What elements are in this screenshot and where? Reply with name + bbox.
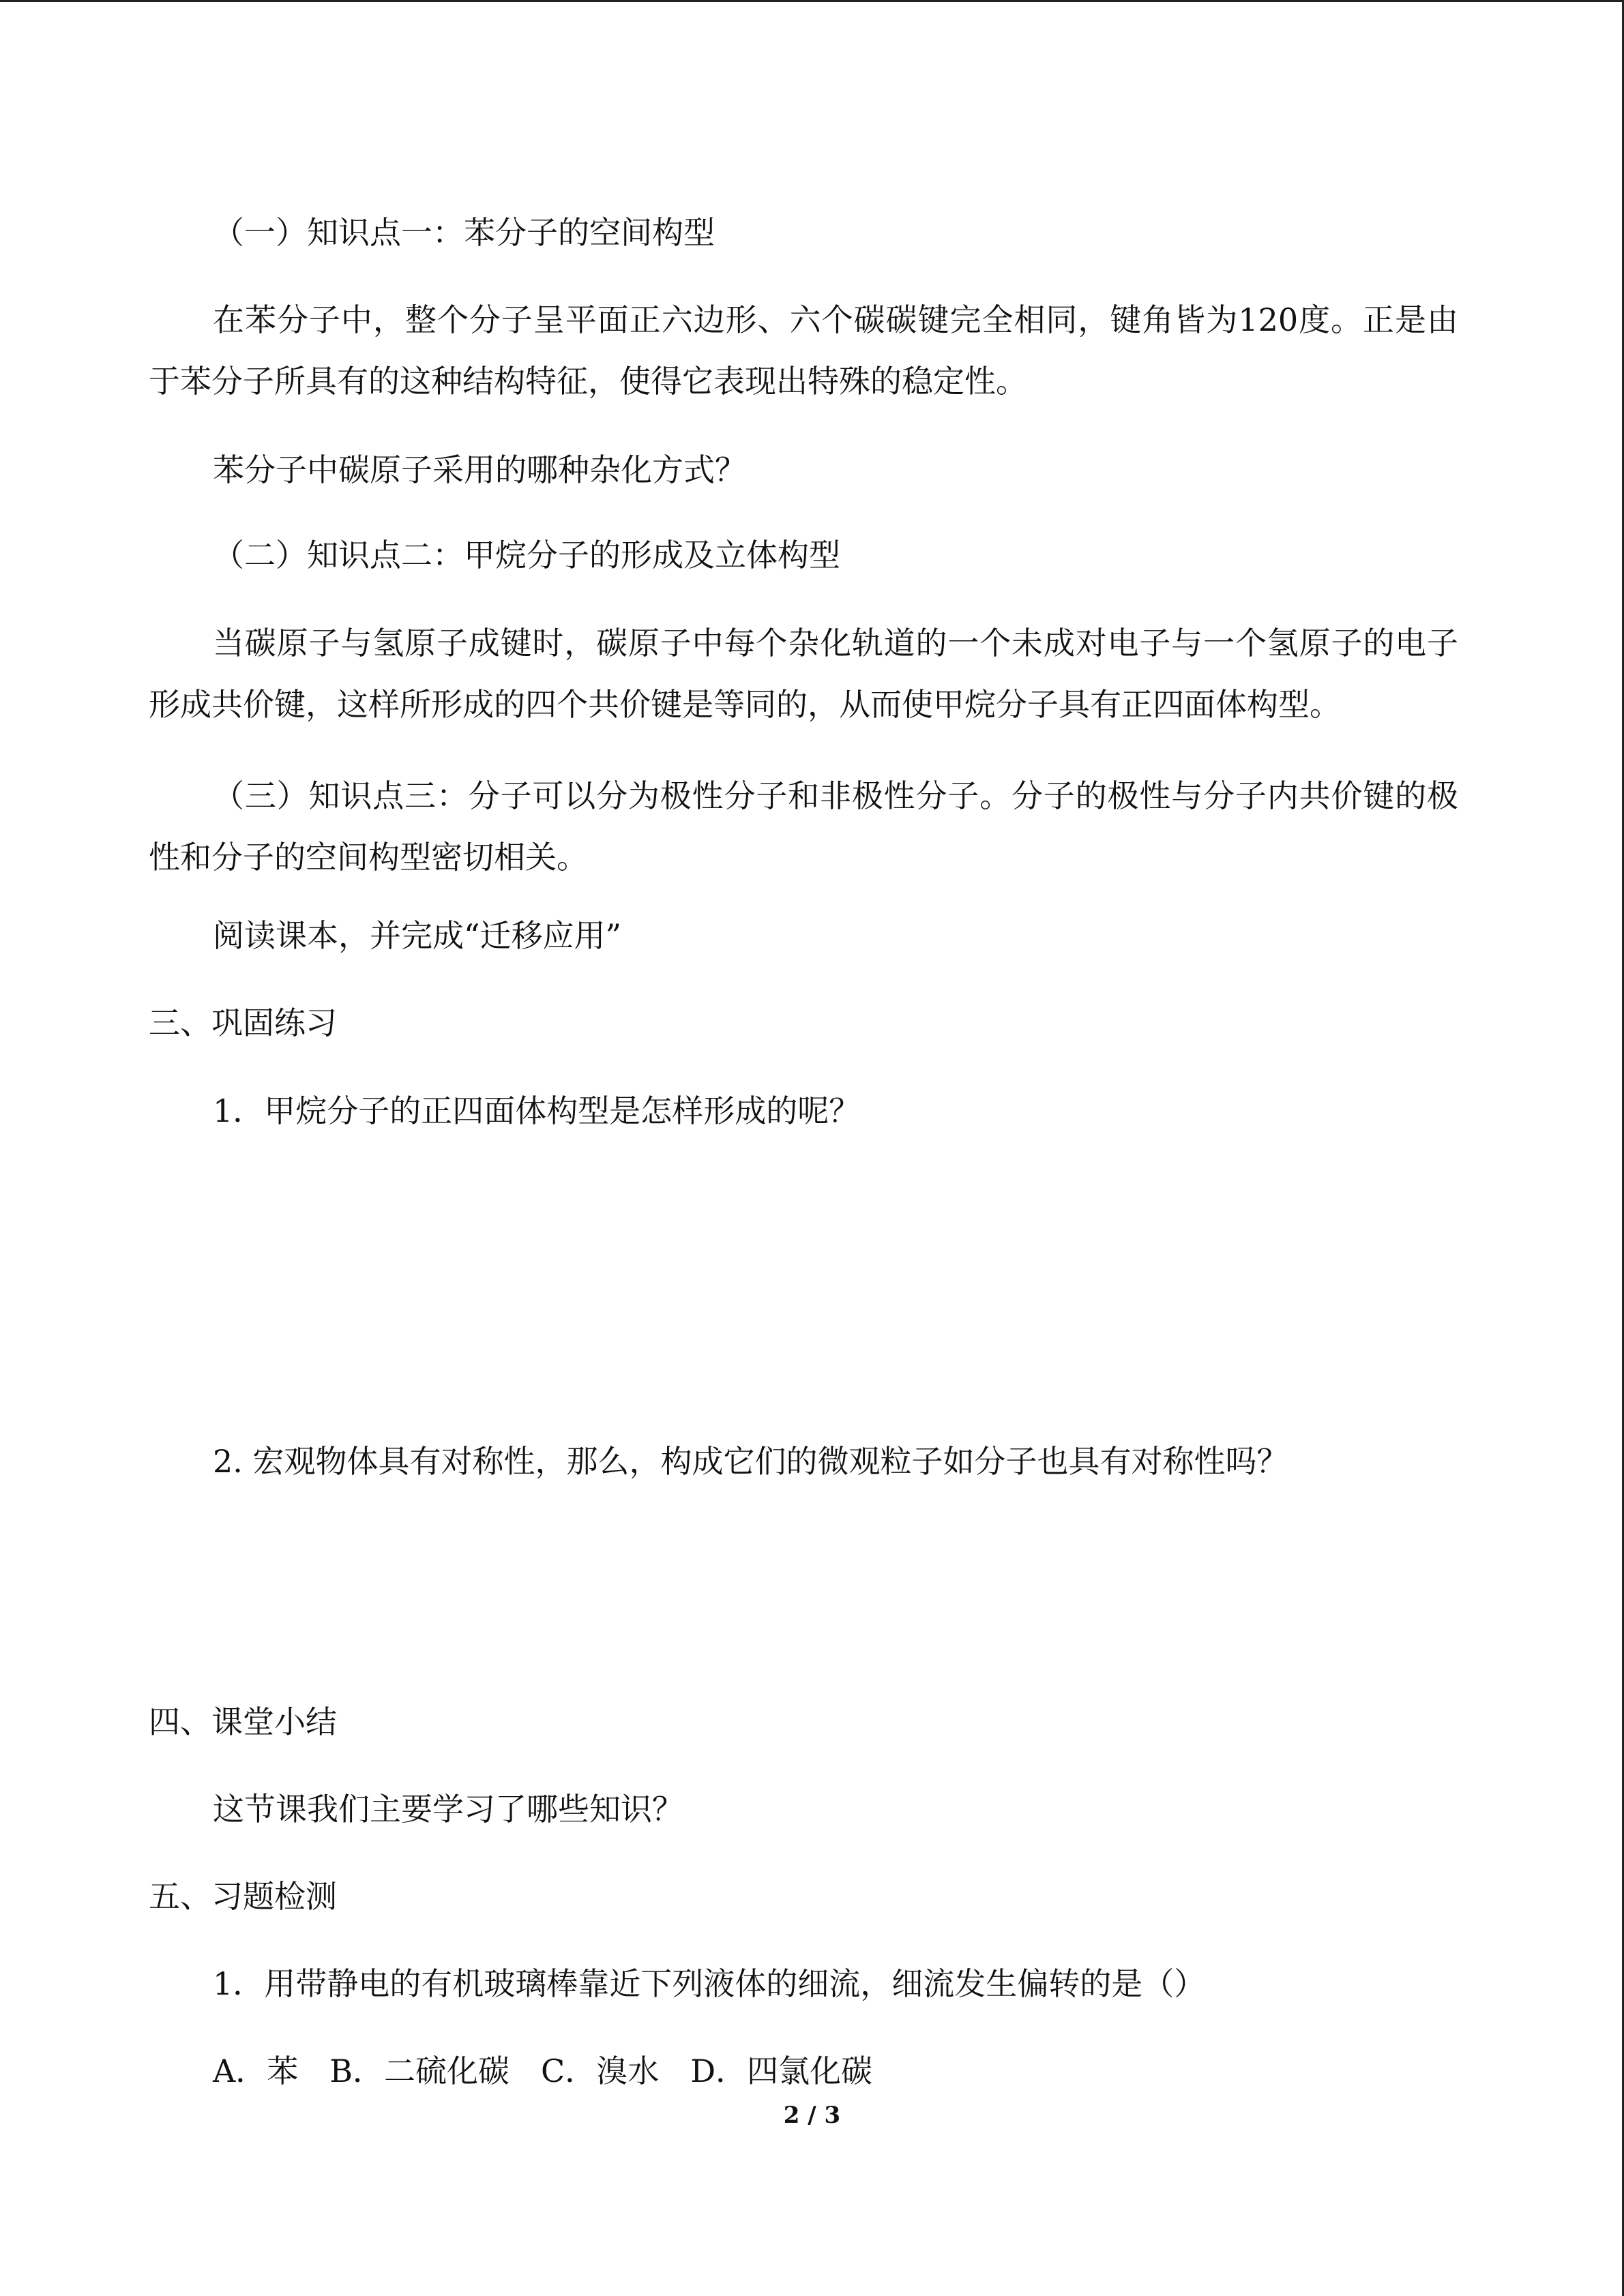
summary-question: 这节课我们主要学习了哪些知识？ [213, 1791, 683, 1828]
page-number: 2 / 3 [783, 2102, 841, 2129]
point2-paragraph: 当碳原子与氢原子成键时，碳原子中每个杂化轨道的一个未成对电子与一个氢原子的电子形成共价键，这样所形成的四个共价键是等同的，从而使甲烷分子具有正四面体构型。 [149, 625, 1458, 723]
test-question-1: 1．用带静电的有机玻璃棒靠近下列液体的细流，细流发生偏转的是（） [213, 1965, 1206, 2002]
section3-heading: 三、巩固练习 [149, 1004, 337, 1041]
point3-paragraph: （三）知识点三：分子可以分为极性分子和非极性分子。分子的极性与分子内共价键的极性和分子的空间构型密切相关。 [149, 777, 1458, 876]
test-question-1-options: A．苯 B．二硫化碳 C．溴水 D．四氯化碳 [213, 2053, 873, 2089]
reading-task: 阅读课本，并完成“迁移应用” [213, 917, 622, 954]
point2-heading: （二）知识点二：甲烷分子的形成及立体构型 [213, 537, 840, 573]
exercise-1: 1．甲烷分子的正四面体构型是怎样形成的呢？ [213, 1092, 861, 1129]
section4-heading: 四、课堂小结 [149, 1703, 337, 1740]
section5-heading: 五、习题检测 [149, 1878, 337, 1915]
point1-question: 苯分子中碳原子采用的哪种杂化方式？ [213, 451, 746, 488]
page-border-top [0, 0, 1624, 2]
exercise-2: 2. 宏观物体具有对称性，那么，构成它们的微观粒子如分子也具有对称性吗？ [213, 1443, 1288, 1480]
point1-paragraph: 在苯分子中，整个分子呈平面正六边形、六个碳碳键完全相同，键角皆为120度。正是由于苯分子所具有的这种结构特征，使得它表现出特殊的稳定性。 [149, 301, 1458, 400]
point1-heading: （一）知识点一：苯分子的空间构型 [213, 214, 715, 251]
